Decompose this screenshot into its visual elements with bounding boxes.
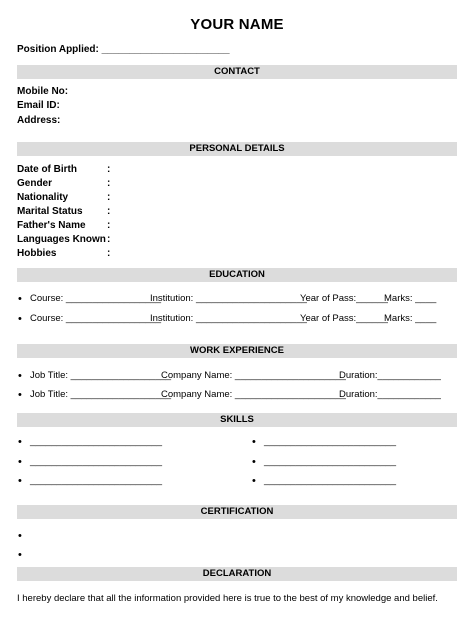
skill-blank-line: _________________________ (30, 456, 163, 467)
section-header-personal-details: PERSONAL DETAILS (17, 142, 457, 156)
skill-blank-line: _________________________ (264, 475, 397, 486)
skill-blank-line: _________________________ (264, 456, 397, 467)
skill-blank-line: _________________________ (30, 436, 163, 447)
education-year-field: Year of Pass:______ (300, 293, 388, 304)
bullet: • (18, 549, 22, 561)
section-header-skills: SKILLS (17, 413, 457, 427)
education-marks-field: Marks: ____ (384, 293, 437, 304)
bullet: • (252, 456, 256, 468)
work-duration-field: Duration:____________ (339, 389, 441, 400)
section-header-certification: CERTIFICATION (17, 505, 457, 519)
work-company-field: Company Name: _____________________ (161, 389, 346, 400)
contact-email-label: Email ID: (17, 100, 60, 111)
personal-label-hobbies: Hobbies (17, 248, 57, 259)
bullet: • (252, 436, 256, 448)
bullet: • (18, 293, 22, 305)
bullet: • (18, 436, 22, 448)
work-duration-field: Duration:____________ (339, 370, 441, 381)
personal-colon: : (107, 192, 111, 203)
bullet: • (18, 475, 22, 487)
personal-label-gender: Gender (17, 178, 53, 189)
work-company-field: Company Name: _____________________ (161, 370, 346, 381)
personal-label-nationality: Nationality (17, 192, 69, 203)
bullet: • (18, 370, 22, 382)
personal-label-marital-status: Marital Status (17, 206, 83, 217)
personal-label-dob: Date of Birth (17, 164, 77, 175)
bullet: • (252, 475, 256, 487)
section-header-work-experience: WORK EXPERIENCE (17, 344, 457, 358)
declaration-text: I hereby declare that all the information provided here is true to the best of my knowledge and belief. (17, 593, 438, 604)
education-course-field: Course: __________________ (30, 293, 162, 304)
personal-label-languages: Languages Known (17, 234, 106, 245)
section-header-contact: CONTACT (17, 65, 457, 79)
work-job-title-field: Job Title: ___________________ (30, 389, 172, 400)
personal-colon: : (107, 248, 111, 259)
skill-blank-line: _________________________ (30, 475, 163, 486)
position-applied-field: Position Applied: _______________________ (17, 44, 230, 55)
contact-address-label: Address: (17, 115, 61, 126)
personal-colon: : (107, 220, 111, 231)
resume-name-title: YOUR NAME (190, 16, 284, 33)
skill-blank-line: _________________________ (264, 436, 397, 447)
education-institution-field: Institution: _____________________ (150, 313, 307, 324)
education-marks-field: Marks: ____ (384, 313, 437, 324)
education-course-field: Course: __________________ (30, 313, 162, 324)
personal-colon: : (107, 178, 111, 189)
personal-colon: : (107, 164, 111, 175)
bullet: • (18, 313, 22, 325)
personal-label-fathers-name: Father's Name (17, 220, 86, 231)
bullet: • (18, 389, 22, 401)
section-header-education: EDUCATION (17, 268, 457, 282)
education-year-field: Year of Pass:______ (300, 313, 388, 324)
bullet: • (18, 456, 22, 468)
personal-colon: : (107, 206, 111, 217)
personal-colon: : (107, 234, 111, 245)
education-institution-field: Institution: _____________________ (150, 293, 307, 304)
bullet: • (18, 530, 22, 542)
contact-mobile-label: Mobile No: (17, 86, 69, 97)
section-header-declaration: DECLARATION (17, 567, 457, 581)
work-job-title-field: Job Title: ___________________ (30, 370, 172, 381)
